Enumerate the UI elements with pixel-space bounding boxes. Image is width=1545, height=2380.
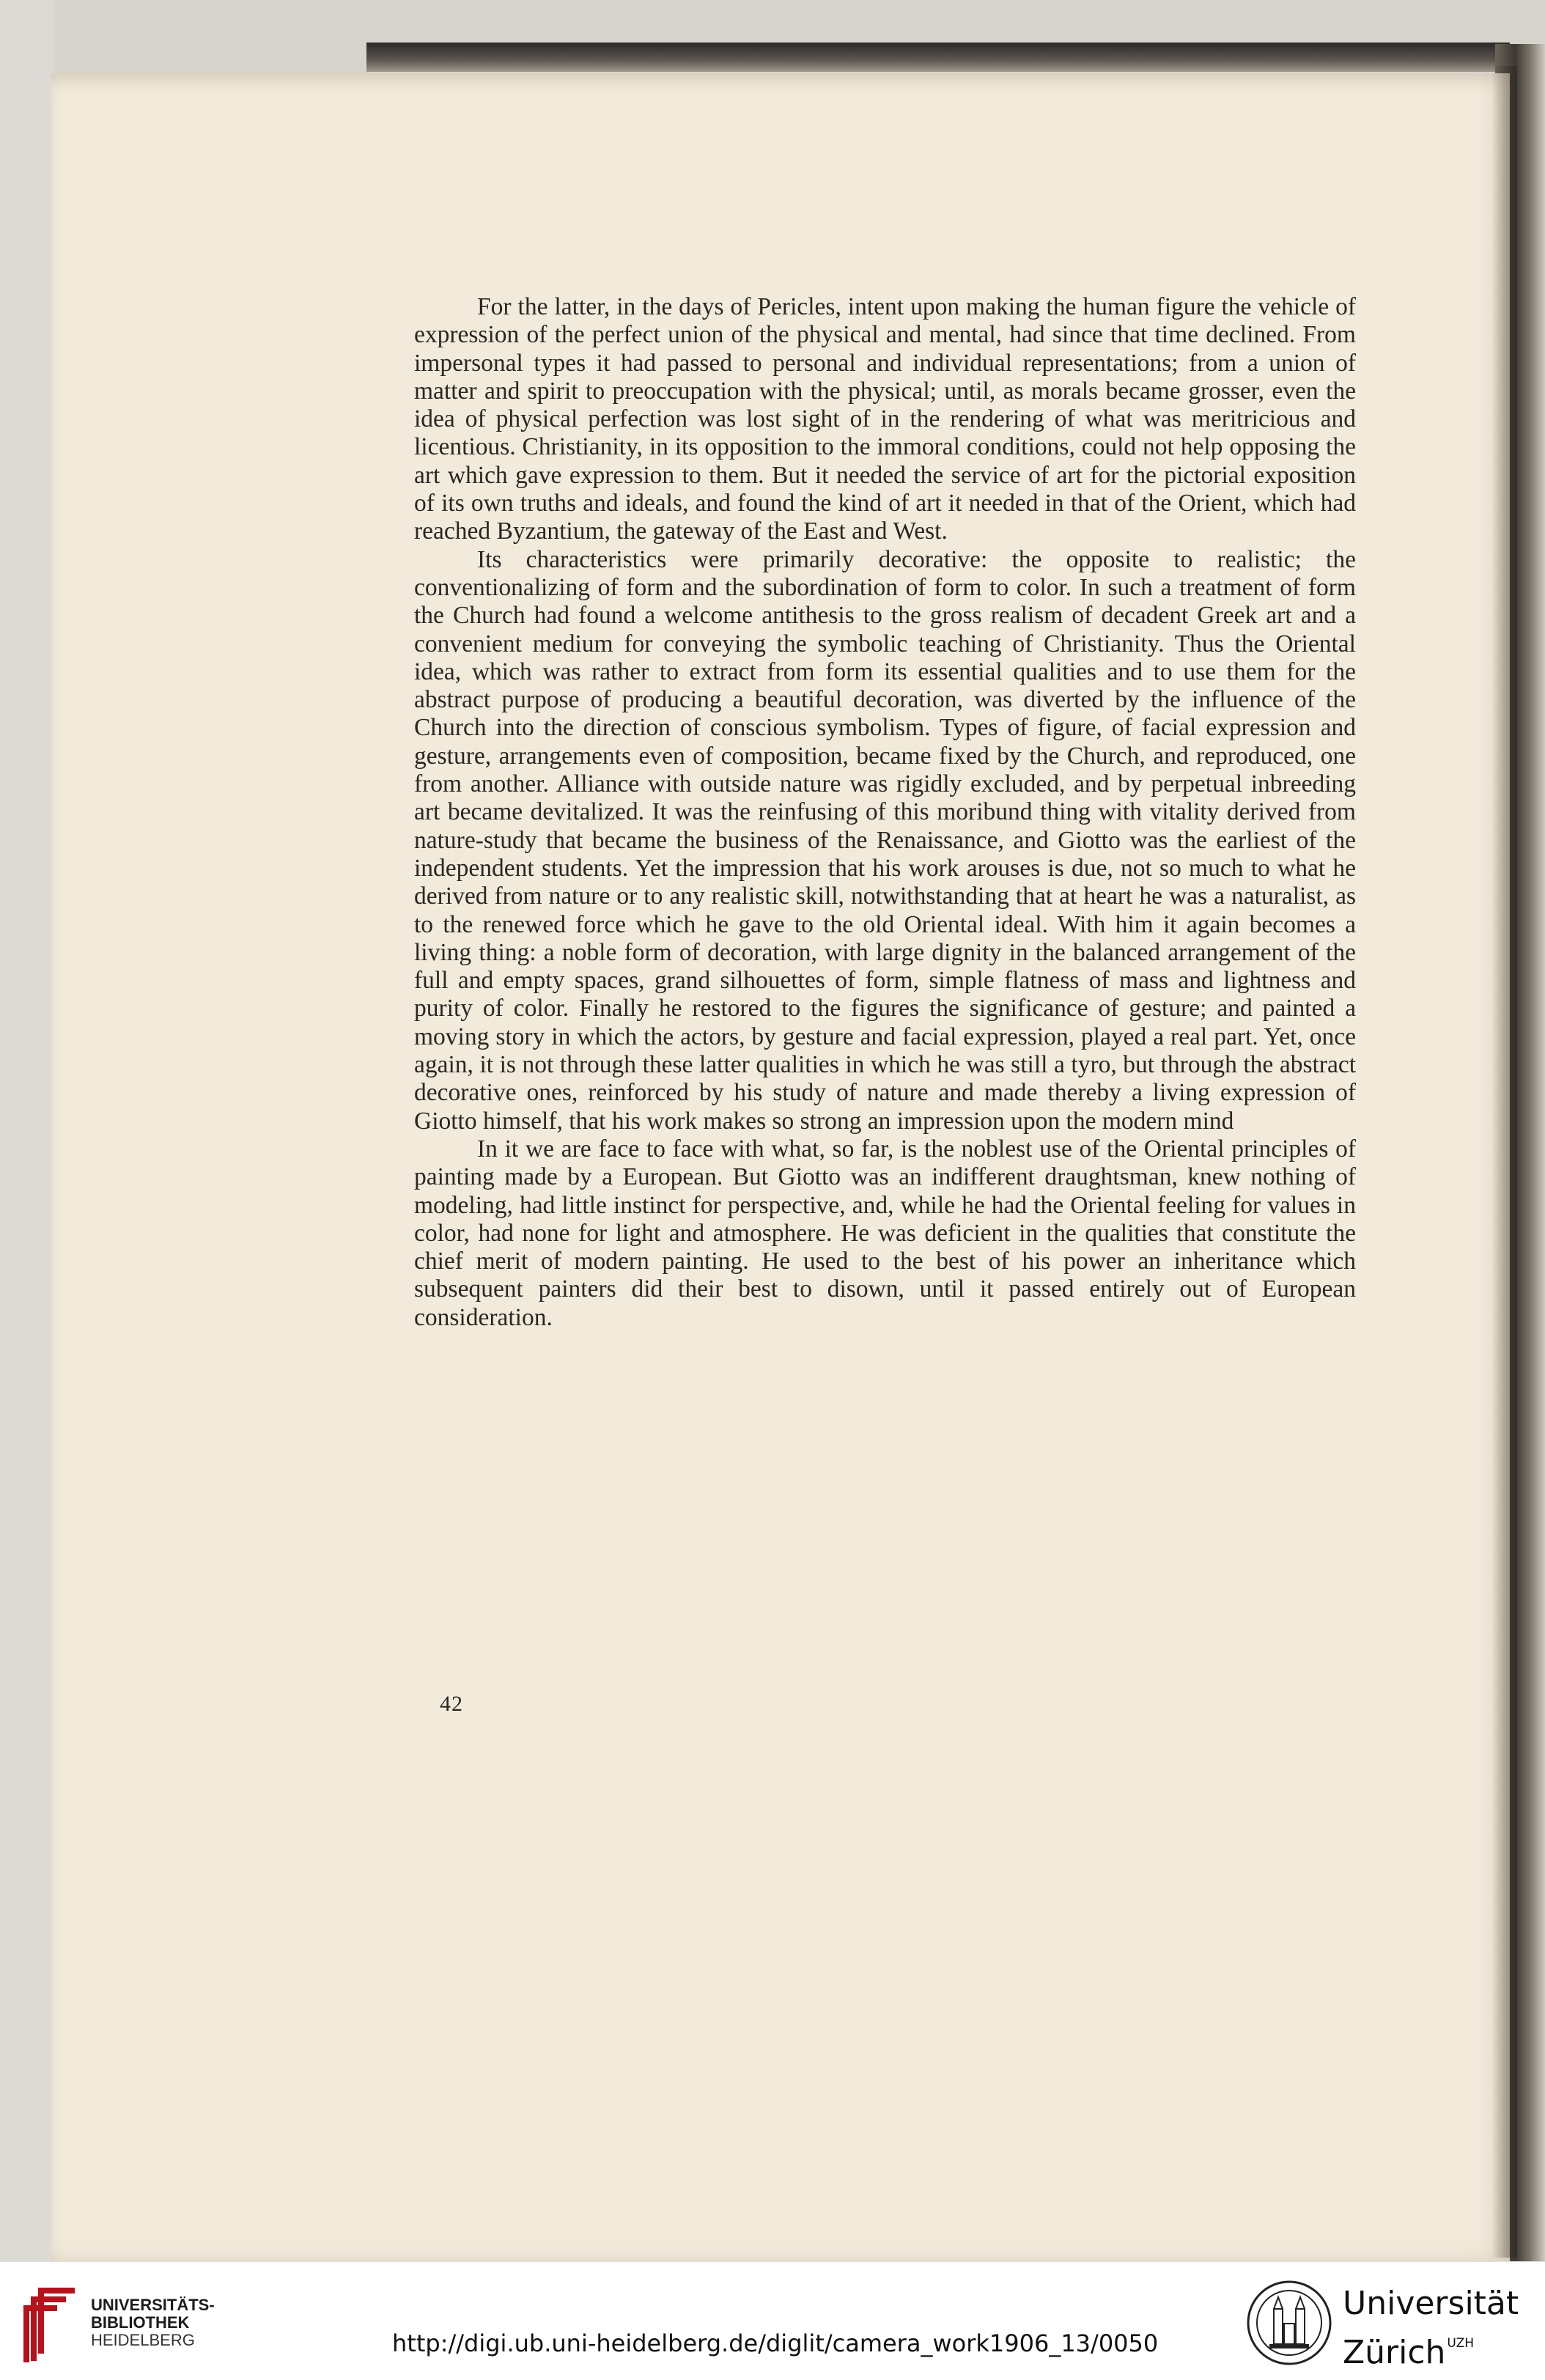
ub-heidelberg-logo-icon[interactable] xyxy=(16,2280,82,2365)
scan-background xyxy=(0,0,54,2261)
uzh-line1: Universität xyxy=(1343,2285,1519,2322)
library-name-line1: UNIVERSITÄTS- xyxy=(91,2296,215,2314)
page-number: 42 xyxy=(440,1692,463,1716)
ub-heidelberg-wordmark[interactable] xyxy=(91,2296,215,2349)
uzh-line2 xyxy=(1343,2324,1519,2373)
permalink-url[interactable]: http://digi.ub.uni-heidelberg.de/diglit/camera_work1906_13/0050 xyxy=(392,2329,1159,2357)
library-name-line3: HEIDELBERG xyxy=(91,2331,195,2349)
body-text xyxy=(414,293,1356,1332)
paragraph-1: For the latter, in the days of Pericles, intent upon making the human figure the vehicle of expression of the perfect union of the physical and mental, had since that time declined. From impersonal types it had passed to personal and individual representations; from a union of matter and spirit to preoccupation with the physical; until, as morals became grosser, even the idea of physical perfection was lost sight of in the rendering of what was meritricious and licentious. Christianity, in its opposition to the immoral conditions, could not help opposing the art which gave expression to them. But it needed the service of art for the pictorial exposition of its own truths and ideals, and found the kind of art it needed in that of the Orient, which had reached Byzantium, the gateway of the East and West. xyxy=(414,293,1356,545)
uzh-city: Zürich xyxy=(1343,2334,1446,2371)
book-top-edge xyxy=(366,43,1510,72)
library-name-line2: BIBLIOTHEK xyxy=(91,2313,190,2332)
uzh-superscript: UZH xyxy=(1447,2336,1474,2351)
paragraph-2: Its characteristics were primarily decorative: the opposite to realistic; the conventionalizing of form and the subordination of form to color. In such a treatment of form the Church had found a welcome antithesis to the gross realism of decadent Greek art and a convenient medium for conveying the symbolic teaching of Christianity. Thus the Oriental idea, which was rather to extract from form its essential qualities and to use them for the abstract purpose of producing a beautiful decoration, was diverted by the influence of the Church into the direction of conscious symbolism. Types of figure, of facial expression and gesture, arrangements even of composition, became fixed by the Church, and reproduced, one from another. Alliance with outside nature was rigidly excluded, and by perpetual inbreeding art became devitalized. It was the reinfusing of this moribund thing with vitality derived from nature-study that became the business of the Renaissance, and Giotto was the earliest of the independent students. Yet the impression that his work arouses is due, not so much to what he derived from nature or to any realistic skill, notwithstanding that at heart he was a naturalist, as to the renewed force which he gave to the old Oriental ideal. With him it again becomes a living thing: a noble form of decoration, with large dignity in the balanced arrangement of the full and empty spaces, grand silhouettes of form, simple flatness of mass and lightness and purity of color. Finally he restored to the figures the significance of gesture; and painted a moving story in which the actors, by gesture and facial expression, played a real part. Yet, once again, it is not through these latter qualities in which he was still a tyro, but through the abstract decorative ones, reinforced by his study of nature and made thereby a living expression of Giotto himself, that his work makes so strong an impression upon the modern mind xyxy=(414,545,1356,1135)
uzh-seal-icon[interactable] xyxy=(1246,2280,1332,2366)
page-gutter-shadow xyxy=(1491,66,1517,2258)
viewer-footer xyxy=(0,2261,1545,2380)
paragraph-3: In it we are face to face with what, so far, is the noblest use of the Oriental principles of painting made by a European. But Giotto was an indifferent draughtsman, knew nothing of modeling, had little instinct for perspective, and, while he had the Oriental feeling for values in color, had none for light and atmosphere. He was deficient in the qualities that constitute the chief merit of modern painting. He used to the best of his power an inheritance which subsequent painters did their best to disown, until it passed entirely out of European consideration. xyxy=(414,1135,1356,1331)
uzh-wordmark[interactable] xyxy=(1343,2284,1519,2373)
